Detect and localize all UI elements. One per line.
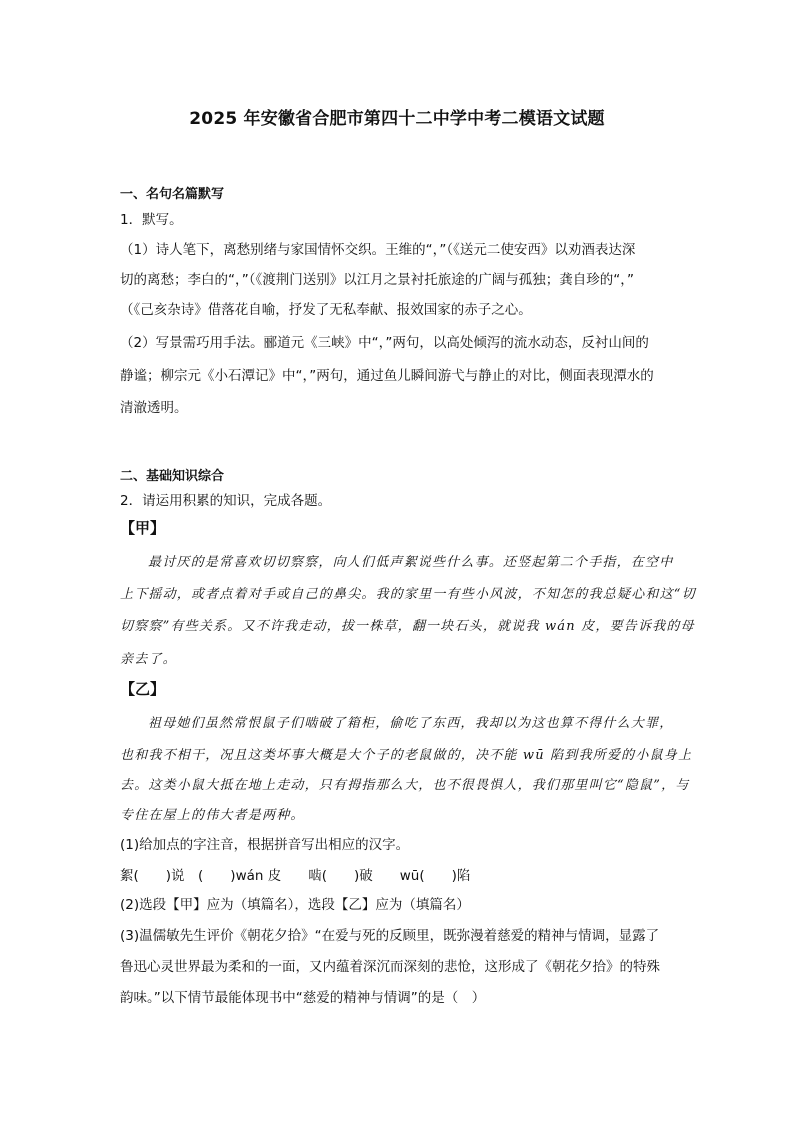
- passage-yi-label: 【乙】: [120, 680, 166, 698]
- sub-question-3-line3: 韵味。”以下情节最能体现书中“慈爱的精神与情调”的是（ ）: [120, 990, 486, 1006]
- sub-question-1: (1)给加点的字注音，根据拼音写出相应的汉字。: [120, 837, 410, 853]
- sub-question-3-line1: (3)温儒敏先生评价《朝花夕拾》“在爱与死的反顾里，既弥漫着慈爱的精神与情调，显露了: [120, 928, 660, 944]
- question-1-label: 1．默写。: [120, 212, 183, 228]
- page-title: 2025 年安徽省合肥市第四十二中学中考二模语文试题: [189, 109, 605, 129]
- passage-jia-line1: 最讨厌的是常喜欢切切察察，向人们低声絮说些什么事。还竖起第二个手指，在空中: [148, 555, 674, 570]
- q1-part2-line1: （2）写景需巧用手法。郦道元《三峡》中“，”两句，以高处倾泻的流水动态，反衬山间的: [120, 335, 649, 351]
- passage-jia-label: 【甲】: [120, 519, 166, 537]
- passage-jia-line2: 上下摇动，或者点着对手或自己的鼻尖。我的家里一有些小风波，不知怎的我总疑心和这“切: [120, 587, 696, 602]
- sub-question-2: (2)选段【甲】应为（填篇名），选段【乙】应为（填篇名）: [120, 897, 470, 913]
- sub-question-3-line2: 鲁迅心灵世界最为柔和的一面，又内蕴着深沉而深刻的悲怆，这形成了《朝花夕拾》的特殊: [120, 959, 660, 975]
- passage-yi-line2: 也和我不相干，况且这类坏事大概是大个子的老鼠做的，决不能 wū 陷到我所爱的小鼠身上: [120, 748, 693, 763]
- q1-part1-line1: （1）诗人笔下，离愁别绪与家国情怀交织。王维的“，”（《送元二使安西》以劝酒表达深: [120, 242, 636, 258]
- q1-part2-line3: 清澈透明。: [120, 400, 188, 416]
- q1-part1-line3: （《己亥杂诗》借落花自喻，抒发了无私奉献、报效国家的赤子之心。: [120, 302, 532, 318]
- passage-yi-line4: 专住在屋上的伟大者是两种。: [120, 808, 305, 823]
- section-2-heading: 二、基础知识综合: [120, 469, 225, 484]
- sub-question-1-blanks: 絮( )说 ( )wán 皮 啮( )破 wū( )陷: [120, 868, 471, 884]
- section-1-heading: 一、名句名篇默写: [120, 187, 225, 202]
- q1-part2-line2: 静谧；柳宗元《小石潭记》中“，”两句，通过鱼儿瞬间游弋与静止的对比，侧面表现潭水的: [120, 368, 654, 384]
- passage-jia-line3: 切察察”有些关系。又不许我走动，拔一株草，翻一块石头，就说我 wán 皮，要告诉我的母: [120, 619, 695, 634]
- passage-yi-line3: 去。这类小鼠大抵在地上走动，只有拇指那么大，也不很畏惧人，我们那里叫它“隐鼠”，与: [120, 778, 690, 793]
- question-2-label: 2．请运用积累的知识，完成各题。: [120, 493, 332, 509]
- q1-part1-line2: 切的离愁；李白的“，”（《渡荆门送别》以江月之景衬托旅途的广阔与孤独；龚自珍的“，”: [120, 272, 634, 288]
- passage-yi-line1: 祖母她们虽然常恨鼠子们啮破了箱柜，偷吃了东西，我却以为这也算不得什么大罪，: [148, 716, 674, 731]
- passage-jia-line4: 亲去了。: [120, 652, 177, 667]
